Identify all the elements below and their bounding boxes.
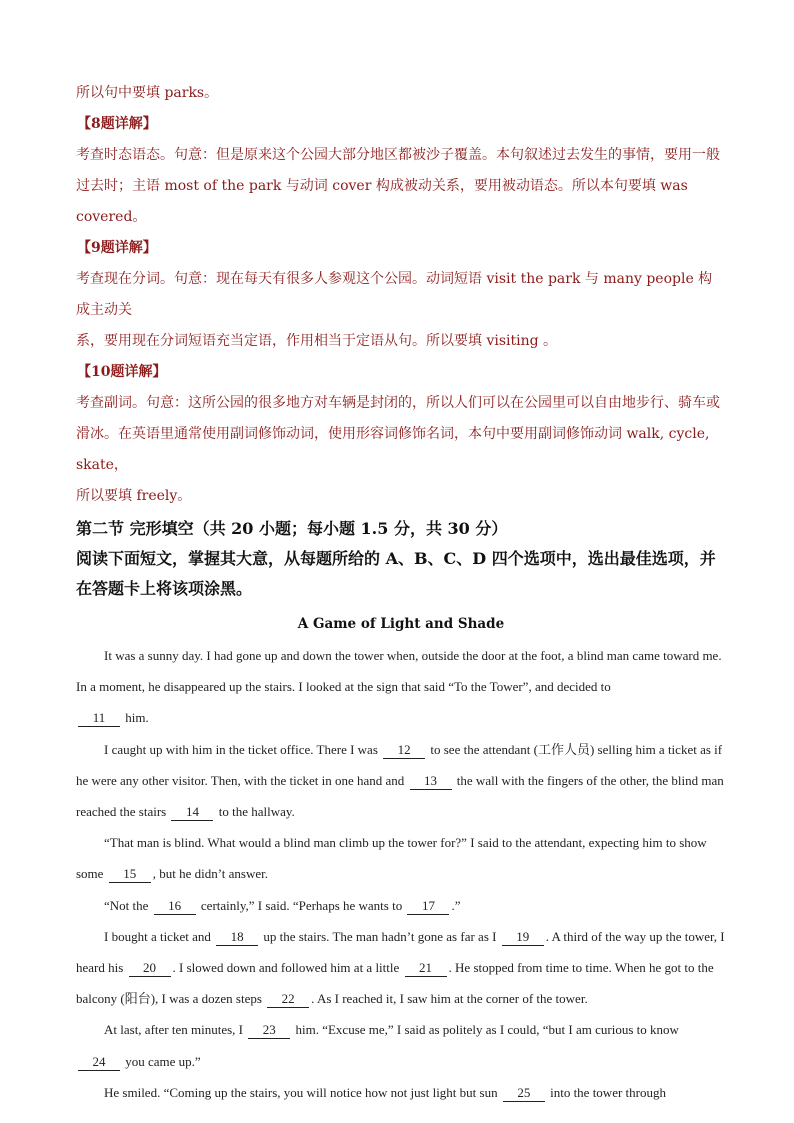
blank-13: 13 — [410, 773, 452, 790]
passage-text: At last, after ten minutes, I — [104, 1022, 243, 1038]
passage-text: , but he didn’t answer. — [152, 866, 269, 882]
passage-text: . He stopped from time to time. When he got to the balcony (阳台), I was a dozen steps — [76, 960, 714, 1007]
blank-11: 11 — [78, 710, 120, 727]
passage-text: . As I reached it, I saw him at the corner of the tower. — [311, 991, 588, 1007]
blank-15: 15 — [109, 866, 151, 883]
paragraph — [76, 827, 726, 889]
passage-text: certainly,” I said. “Perhaps he wants to — [200, 897, 403, 913]
paragraph — [76, 640, 726, 734]
passage-text: to see the attendant (工作人员) selling him a ticket as if he were any other visitor. Then, with the ticket in one hand and — [76, 741, 723, 788]
blank-12: 12 — [383, 742, 425, 759]
blank-19: 19 — [502, 929, 544, 946]
passage-text: “Not the — [104, 897, 149, 913]
q9-line: 考查现在分词。句意：现在每天有很多人参观这个公园。动词短语 visit the park 与 many people 构成主动关 — [76, 271, 713, 318]
blank-14: 14 — [171, 804, 213, 821]
paragraph — [76, 1077, 726, 1108]
passage-text: to the hallway. — [218, 804, 295, 820]
passage-text: “That man is blind. What would a blind man climb up the tower for?” I said to the attendant, expecting him to show some — [76, 835, 707, 882]
blank-21: 21 — [405, 960, 447, 977]
passage-text: .” — [451, 897, 461, 913]
passage-text: He smiled. “Coming up the stairs, you will notice how not just light but sun — [104, 1084, 498, 1100]
section-instruction: 阅读下面短文，掌握其大意，从每题所给的 A、B、C、D 四个选项中，选出最佳选项，并在答题卡上将该项涂黑。 — [76, 549, 716, 598]
q9-header: 【9题详解】 — [77, 240, 157, 256]
q10-line: 考查副词。句意：这所公园的很多地方对车辆是封闭的，所以人们可以在公园里可以自由地步行、骑车或 — [76, 395, 720, 411]
section-title: 第二节 完形填空（共 20 小题；每小题 1.5 分，共 30 分） — [76, 519, 508, 538]
blank-23: 23 — [248, 1022, 290, 1039]
q10-header: 【10题详解】 — [77, 364, 167, 380]
passage-text: up the stairs. The man hadn’t gone as far as I — [263, 928, 497, 944]
passage-text: . A third of the way up the tower, I heard his — [76, 928, 725, 976]
paragraph — [76, 1014, 726, 1076]
paragraph — [76, 921, 726, 1015]
q10-line: 所以要填 freely。 — [76, 488, 192, 504]
passage-text: him. — [125, 710, 149, 726]
q8-line: 考查时态语态。句意：但是原来这个公园大部分地区都被沙子覆盖。本句叙述过去发生的事情，要用一般 — [76, 147, 720, 163]
passage-text: into the tower through — [550, 1084, 666, 1100]
analysis-line: 所以句中要填 parks。 — [76, 85, 219, 101]
blank-16: 16 — [154, 898, 196, 915]
paragraph — [76, 890, 726, 921]
q8-header: 【8题详解】 — [77, 116, 157, 132]
passage-text: It was a sunny day. I had gone up and down the tower when, outside the door at the foot, a blind man came toward me. In a moment, he disappeared up the stairs. I looked at the sign that said “To the Tower”, and decided to — [76, 648, 722, 695]
answer-analysis — [76, 78, 726, 512]
blank-20: 20 — [129, 960, 171, 977]
blank-25: 25 — [503, 1085, 545, 1102]
passage-body — [76, 640, 726, 1108]
q9-line: 系，要用现在分词短语充当定语，作用相当于定语从句。所以要填 visiting 。 — [76, 333, 558, 349]
passage-text: you came up.” — [125, 1053, 201, 1069]
blank-17: 17 — [407, 898, 449, 915]
blank-18: 18 — [216, 929, 258, 946]
q10-line: 滑冰。在英语里通常使用副词修饰动词，使用形容词修饰名词，本句中要用副词修饰动词 walk, cycle, skate， — [76, 426, 710, 473]
blank-24: 24 — [78, 1054, 120, 1071]
passage-text: I bought a ticket and — [104, 928, 211, 944]
document-content — [76, 78, 726, 1108]
passage-text: him. “Excuse me,” I said as politely as I could, “but I am curious to know — [295, 1022, 679, 1038]
passage-text: . I slowed down and followed him at a little — [172, 960, 400, 976]
q8-line: 过去时；主语 most of the park 与动词 cover 构成被动关系，要用被动语态。所以本句要填 was covered。 — [76, 178, 688, 225]
passage-text: the wall with the fingers of the other, the blind man reached the stairs — [76, 772, 724, 820]
passage-text: I caught up with him in the ticket office. There I was — [104, 741, 378, 757]
blank-22: 22 — [267, 991, 309, 1008]
paragraph — [76, 734, 726, 828]
passage-title: A Game of Light and Shade — [297, 616, 505, 632]
